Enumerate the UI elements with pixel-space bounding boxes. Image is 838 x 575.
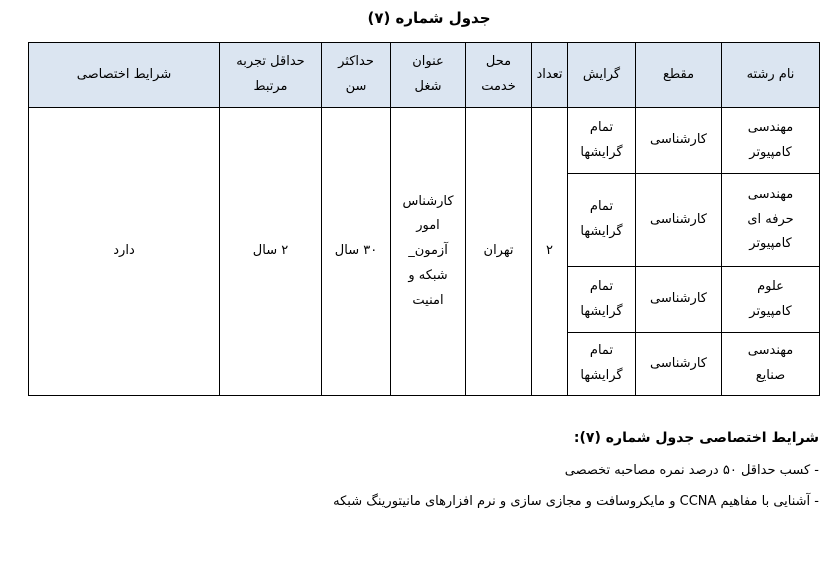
trend-cell: تمام گرایشها [568, 108, 636, 174]
degree-cell: کارشناسی [636, 333, 722, 396]
field-cell: مهندسی حرفه ای کامپیوتر [722, 174, 820, 267]
table-title: جدول شماره (۷) [367, 9, 491, 27]
header-min-experience: حداقل تجربه مرتبط [220, 43, 322, 108]
header-count: تعداد [532, 43, 568, 108]
field-cell: مهندسی کامپیوتر [722, 108, 820, 174]
header-trend: گرایش [568, 43, 636, 108]
job-title-cell: کارشناس امور آزمون_ شبکه و امنیت [391, 108, 466, 396]
header-degree: مقطع [636, 43, 722, 108]
requirement-item: - کسب حداقل ۵۰ درصد نمره مصاحبه تخصصی [564, 463, 819, 478]
header-special-conditions: شرایط اختصاصی [29, 43, 220, 108]
degree-cell: کارشناسی [636, 174, 722, 267]
trend-cell: تمام گرایشها [568, 267, 636, 333]
header-row [29, 43, 820, 108]
degree-cell: کارشناسی [636, 267, 722, 333]
special-conditions-cell: دارد [29, 108, 220, 396]
location-cell: تهران [466, 108, 532, 396]
min-experience-cell: ۲ سال [220, 108, 322, 396]
trend-cell: تمام گرایشها [568, 333, 636, 396]
field-cell: مهندسی صنایع [722, 333, 820, 396]
positions-table [28, 42, 820, 396]
count-cell: ۲ [532, 108, 568, 396]
max-age-cell: ۳۰ سال [322, 108, 391, 396]
field-cell: علوم کامپیوتر [722, 267, 820, 333]
header-job-title: عنوان شغل [391, 43, 466, 108]
degree-cell: کارشناسی [636, 108, 722, 174]
requirements-title: شرایط اختصاصی جدول شماره (۷): [573, 430, 819, 446]
header-max-age: حداکثر سن [322, 43, 391, 108]
trend-cell: تمام گرایشها [568, 174, 636, 267]
requirement-item: - آشنایی با مفاهیم CCNA و مایکروسافت و مجازی سازی و نرم افزارهای مانیتورینگ شبکه [333, 494, 819, 509]
table-row [29, 108, 820, 174]
header-location: محل خدمت [466, 43, 532, 108]
header-field: نام رشته [722, 43, 820, 108]
